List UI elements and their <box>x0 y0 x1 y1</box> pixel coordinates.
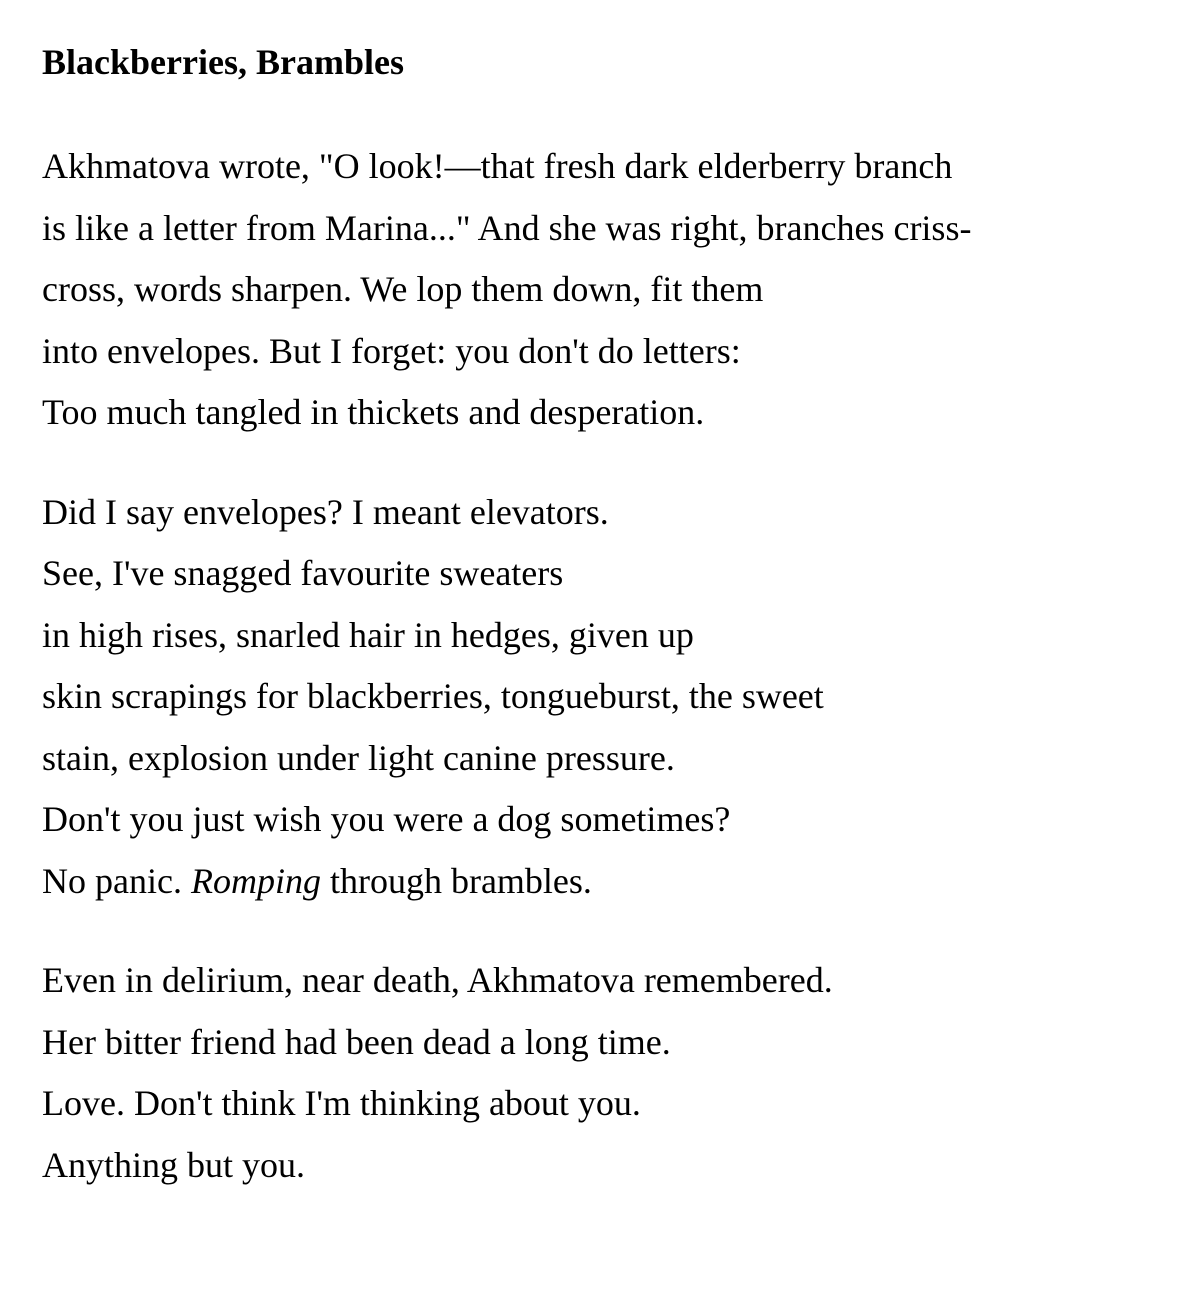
line-text-after: through brambles. <box>320 860 592 901</box>
poem-line: skin scrapings for blackberries, tongueburst, the sweet <box>42 676 824 716</box>
poem-line: See, I've snagged favourite sweaters <box>42 553 564 593</box>
poem-line: is like a letter from Marina..." And she was right, branches criss- <box>42 207 972 248</box>
poem-line: Love. Don't think I'm thinking about you. <box>42 1083 641 1123</box>
poem-line: stain, explosion under light canine pressure. <box>42 737 675 778</box>
italic-word: Romping <box>190 860 321 901</box>
poem-line: Akhmatova wrote, "O look!—that fresh dark elderberry branch <box>42 146 953 186</box>
poem-line: into envelopes. But I forget: you don't do letters: <box>42 330 741 371</box>
poem-line: in high rises, snarled hair in hedges, given up <box>42 614 694 655</box>
poem-line: Did I say envelopes? I meant elevators. <box>42 491 609 532</box>
poem-line-romping <box>42 851 1180 913</box>
poem-line: Even in delirium, near death, Akhmatova remembered. <box>42 960 833 1000</box>
poem-line: Don't you just wish you were a dog sometimes? <box>42 799 731 839</box>
poem-line: cross, words sharpen. We lop them down, fit them <box>42 269 764 309</box>
poem-line: Anything but you. <box>42 1144 306 1185</box>
stanza-1 <box>42 136 1180 444</box>
stanza-3 <box>42 950 1180 1196</box>
poem-line: Her bitter friend had been dead a long time. <box>42 1021 671 1062</box>
poem-line: Too much tangled in thickets and desperation. <box>42 392 705 432</box>
poem-title: Blackberries, Brambles <box>42 42 404 82</box>
stanza-2 <box>42 482 1180 913</box>
line-text-before: No panic. <box>42 860 191 901</box>
